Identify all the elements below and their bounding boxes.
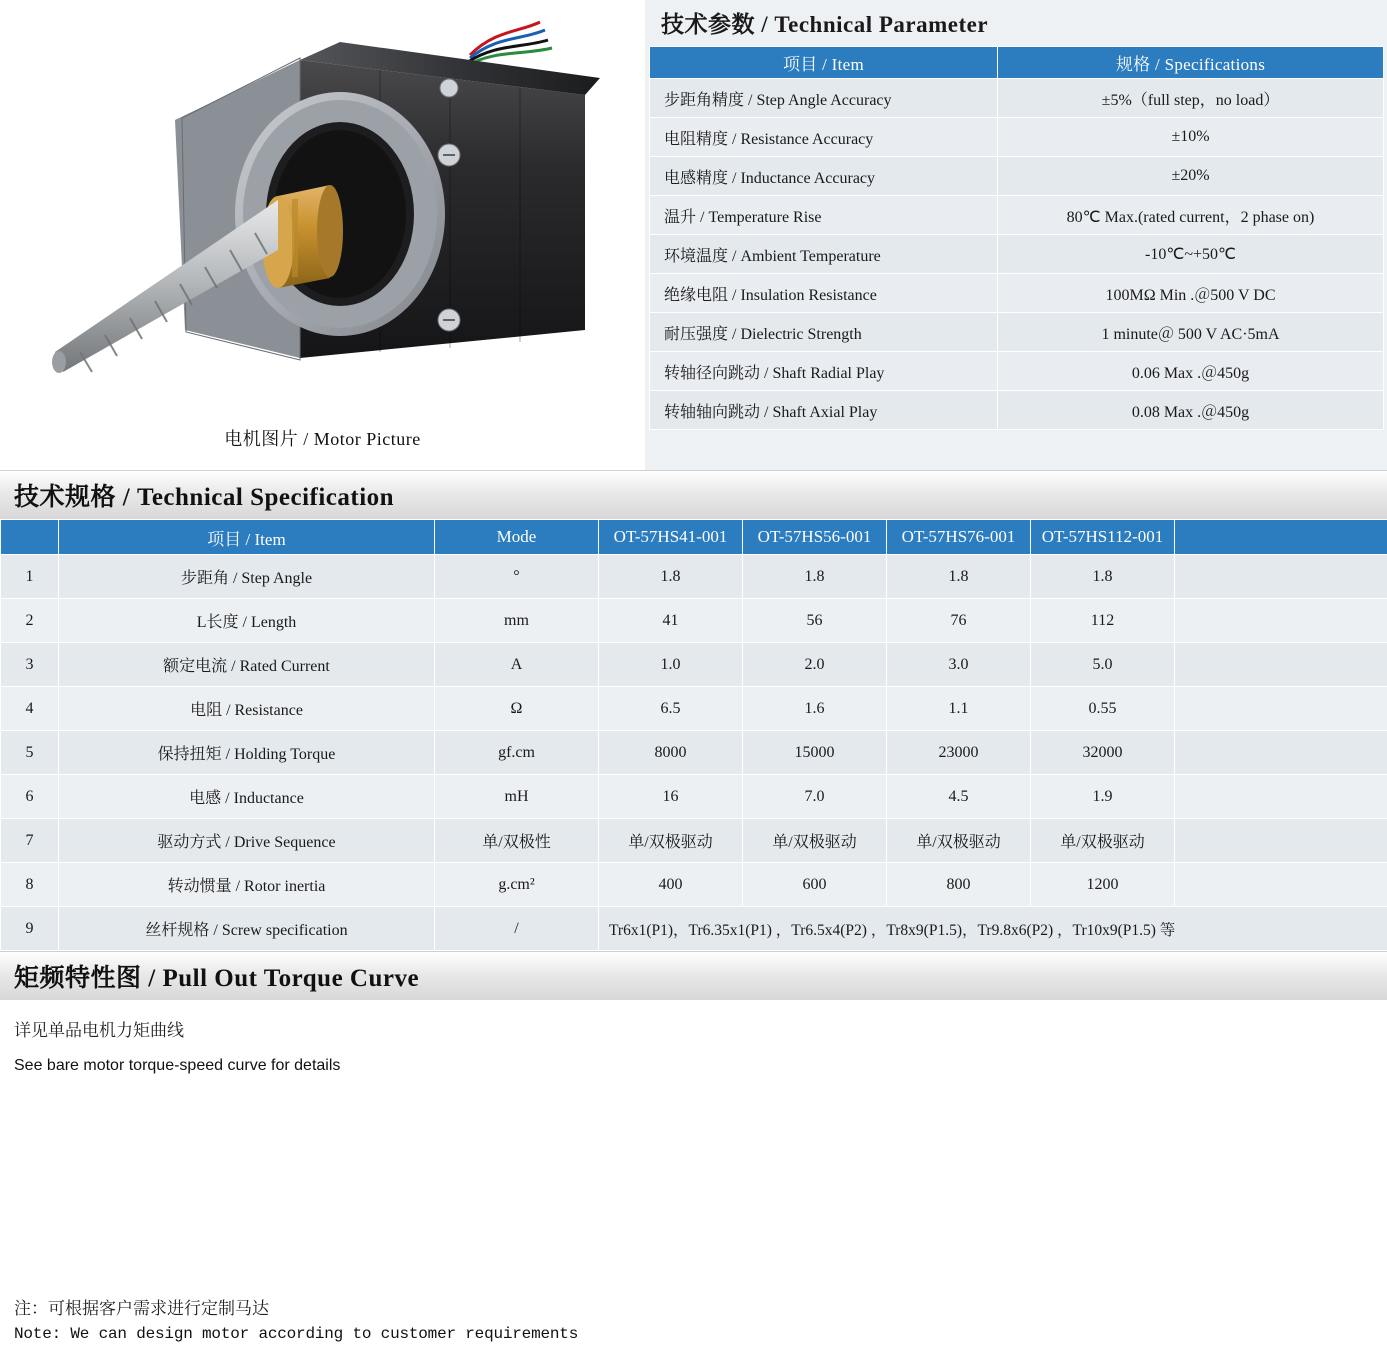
- table-row: [650, 196, 1384, 235]
- spec-value: 16: [599, 775, 743, 819]
- table-row: [1, 555, 1387, 599]
- param-value: 0.08 Max .＠450g: [998, 391, 1384, 430]
- param-item: 转轴轴向跳动 / Shaft Axial Play: [650, 391, 998, 430]
- spec-mode: °: [435, 555, 599, 599]
- spec-value: 8000: [599, 731, 743, 775]
- spec-item: 额定电流 / Rated Current: [59, 643, 435, 687]
- table-row: [650, 118, 1384, 157]
- spec-header-model-4: OT-57HS112-001: [1031, 520, 1175, 555]
- table-row: [650, 79, 1384, 118]
- spec-mode: Ω: [435, 687, 599, 731]
- spec-blank: [1175, 555, 1387, 599]
- spec-value: 1.8: [887, 555, 1031, 599]
- table-row: [650, 313, 1384, 352]
- spec-blank: [1175, 643, 1387, 687]
- footer-note-cn: 注：可根据客户需求进行定制马达: [14, 1299, 269, 1318]
- spec-value: 600: [743, 863, 887, 907]
- spec-value: 单/双极驱动: [1031, 819, 1175, 863]
- spec-value: 4.5: [887, 775, 1031, 819]
- param-value: 100MΩ Min .＠500 V DC: [998, 274, 1384, 313]
- spec-value: 23000: [887, 731, 1031, 775]
- spec-mode: mm: [435, 599, 599, 643]
- motor-illustration: [0, 0, 645, 420]
- technical-parameter-title: 技术参数 / Technical Parameter: [661, 12, 989, 37]
- spec-header-model-3: OT-57HS76-001: [887, 520, 1031, 555]
- torque-curve-title: 矩频特性图 / Pull Out Torque Curve: [14, 965, 420, 992]
- spec-value: 1.8: [599, 555, 743, 599]
- spec-value: 800: [887, 863, 1031, 907]
- spec-mode: g.cm²: [435, 863, 599, 907]
- spec-item: 电阻 / Resistance: [59, 687, 435, 731]
- table-row: [1, 863, 1387, 907]
- spec-value: 1.6: [743, 687, 887, 731]
- technical-specification-title: 技术规格 / Technical Specification: [14, 484, 395, 511]
- spec-index: 1: [1, 555, 59, 599]
- spec-value: 41: [599, 599, 743, 643]
- spec-value: 1.9: [1031, 775, 1175, 819]
- spec-index: 9: [1, 907, 59, 951]
- technical-specification-band: [0, 470, 1387, 519]
- spec-value: 112: [1031, 599, 1175, 643]
- torque-note-en: See bare motor torque-speed curve for details: [14, 1057, 341, 1074]
- param-item: 耐压强度 / Dielectric Strength: [650, 313, 998, 352]
- spec-mode: mH: [435, 775, 599, 819]
- torque-curve-band: [0, 951, 1387, 1000]
- footer-note-en: Note: We can design motor according to customer requirements: [14, 1325, 579, 1343]
- spec-value: 32000: [1031, 731, 1175, 775]
- motor-photo: [0, 0, 645, 420]
- table-row: [1, 731, 1387, 775]
- spec-header-item: 项目 / Item: [59, 520, 435, 555]
- spec-index: 4: [1, 687, 59, 731]
- spec-blank: [1175, 863, 1387, 907]
- spec-value: 400: [599, 863, 743, 907]
- table-header-row: [650, 47, 1384, 79]
- spec-header-model-1: OT-57HS41-001: [599, 520, 743, 555]
- torque-note-cn: 详见单品电机力矩曲线: [14, 1021, 184, 1040]
- spec-index: 8: [1, 863, 59, 907]
- spec-item: 电感 / Inductance: [59, 775, 435, 819]
- spec-index: 7: [1, 819, 59, 863]
- spec-value: 0.55: [1031, 687, 1175, 731]
- spec-mode: /: [435, 907, 599, 951]
- param-item: 温升 / Temperature Rise: [650, 196, 998, 235]
- param-item: 电阻精度 / Resistance Accuracy: [650, 118, 998, 157]
- spec-item: L长度 / Length: [59, 599, 435, 643]
- spec-item: 丝杆规格 / Screw specification: [59, 907, 435, 951]
- spec-blank: [1175, 687, 1387, 731]
- spec-value: 6.5: [599, 687, 743, 731]
- table-row: [1, 775, 1387, 819]
- param-header-spec: 规格 / Specifications: [998, 47, 1384, 79]
- motor-picture-caption: 电机图片 / Motor Picture: [224, 429, 421, 449]
- param-value: ±20%: [998, 157, 1384, 196]
- param-item: 转轴径向跳动 / Shaft Radial Play: [650, 352, 998, 391]
- spec-header-mode: Mode: [435, 520, 599, 555]
- technical-parameter-panel: [645, 0, 1387, 470]
- spec-value: 2.0: [743, 643, 887, 687]
- motor-picture-panel: [0, 0, 645, 470]
- param-value: ±5%（full step，no load）: [998, 79, 1384, 118]
- param-item: 环境温度 / Ambient Temperature: [650, 235, 998, 274]
- table-row: [650, 352, 1384, 391]
- spec-blank: [1175, 599, 1387, 643]
- spec-value: 单/双极驱动: [887, 819, 1031, 863]
- top-section: [0, 0, 1387, 470]
- spec-item: 转动惯量 / Rotor inertia: [59, 863, 435, 907]
- table-row: [650, 391, 1384, 430]
- spec-value: 7.0: [743, 775, 887, 819]
- torque-curve-body: [0, 1000, 1387, 1240]
- spec-blank: [1175, 775, 1387, 819]
- spec-value: 1.0: [599, 643, 743, 687]
- spec-value: 1.8: [1031, 555, 1175, 599]
- table-row-screw: [1, 907, 1387, 951]
- technical-parameter-table: [649, 46, 1384, 430]
- technical-specification-table: [0, 519, 1387, 951]
- spec-item: 驱动方式 / Drive Sequence: [59, 819, 435, 863]
- spec-mode: gf.cm: [435, 731, 599, 775]
- param-header-item: 项目 / Item: [650, 47, 998, 79]
- table-row: [650, 235, 1384, 274]
- spec-value: 3.0: [887, 643, 1031, 687]
- table-row: [1, 819, 1387, 863]
- table-row: [650, 274, 1384, 313]
- param-value: 0.06 Max .＠450g: [998, 352, 1384, 391]
- param-value: 80℃ Max.(rated current，2 phase on): [998, 196, 1384, 235]
- param-value: -10℃~+50℃: [998, 235, 1384, 274]
- spec-index: 2: [1, 599, 59, 643]
- spec-value: 15000: [743, 731, 887, 775]
- spec-header-index: [1, 520, 59, 555]
- spec-blank: [1175, 731, 1387, 775]
- table-row: [1, 599, 1387, 643]
- spec-blank: [1175, 819, 1387, 863]
- spec-value: 76: [887, 599, 1031, 643]
- param-value: ±10%: [998, 118, 1384, 157]
- param-item: 绝缘电阻 / Insulation Resistance: [650, 274, 998, 313]
- screw-specification-value: Tr6x1(P1)，Tr6.35x1(P1) ，Tr6.5x4(P2) ，Tr8x9(P1.5)，Tr9.8x6(P2) ，Tr10x9(P1.5) 等: [599, 907, 1387, 951]
- spec-mode: A: [435, 643, 599, 687]
- param-item: 电感精度 / Inductance Accuracy: [650, 157, 998, 196]
- spec-index: 6: [1, 775, 59, 819]
- table-row: [1, 643, 1387, 687]
- spec-index: 3: [1, 643, 59, 687]
- spec-value: 1.1: [887, 687, 1031, 731]
- spec-value: 1200: [1031, 863, 1175, 907]
- spec-header-model-2: OT-57HS56-001: [743, 520, 887, 555]
- spec-item: 保持扭矩 / Holding Torque: [59, 731, 435, 775]
- spec-item: 步距角 / Step Angle: [59, 555, 435, 599]
- spec-value: 5.0: [1031, 643, 1175, 687]
- spec-value: 单/双极驱动: [599, 819, 743, 863]
- table-row: [650, 157, 1384, 196]
- spec-value: 1.8: [743, 555, 887, 599]
- spec-index: 5: [1, 731, 59, 775]
- spec-value: 单/双极驱动: [743, 819, 887, 863]
- spec-mode: 单/双极性: [435, 819, 599, 863]
- spec-header-blank: [1175, 520, 1387, 555]
- param-item: 步距角精度 / Step Angle Accuracy: [650, 79, 998, 118]
- spec-value: 56: [743, 599, 887, 643]
- footer-note: [0, 1294, 1387, 1349]
- table-header-row: [1, 520, 1387, 555]
- table-row: [1, 687, 1387, 731]
- param-value: 1 minute＠ 500 V AC·5mA: [998, 313, 1384, 352]
